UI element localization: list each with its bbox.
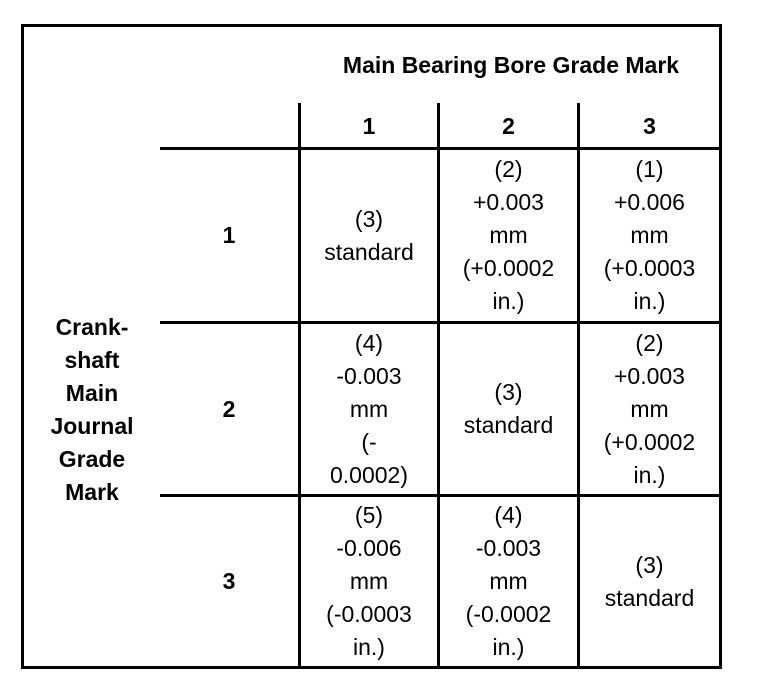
- table-cell: (3) standard: [463, 379, 554, 438]
- row-group-title: Crank- shaft Main Journal Grade Mark: [50, 314, 134, 505]
- column-mark-1: 1: [362, 113, 376, 139]
- row-mark-1: 1: [222, 222, 236, 248]
- table-cell: (2) +0.003 mm (+0.0002 in.): [603, 329, 696, 488]
- row-mark-2: 2: [222, 395, 236, 422]
- column-mark-2: 2: [502, 113, 515, 139]
- table-cell: (2) +0.003 mm (+0.0002 in.): [462, 156, 555, 314]
- column-mark-3: 3: [643, 113, 656, 139]
- table-cell: (4) -0.003 mm (-0.0002 in.): [465, 502, 552, 660]
- table-cell: (1) +0.006 mm (+0.0003 in.): [603, 156, 696, 314]
- table-cell: (4) -0.003 mm (- 0.0002): [329, 329, 408, 488]
- table-cell: (3) standard: [324, 205, 414, 265]
- table-cell: (5) -0.006 mm (-0.0003 in.): [326, 502, 412, 660]
- table-cell: (3) standard: [604, 551, 695, 611]
- column-group-title: Main Bearing Bore Grade Mark: [342, 51, 680, 78]
- row-mark-3: 3: [222, 568, 236, 594]
